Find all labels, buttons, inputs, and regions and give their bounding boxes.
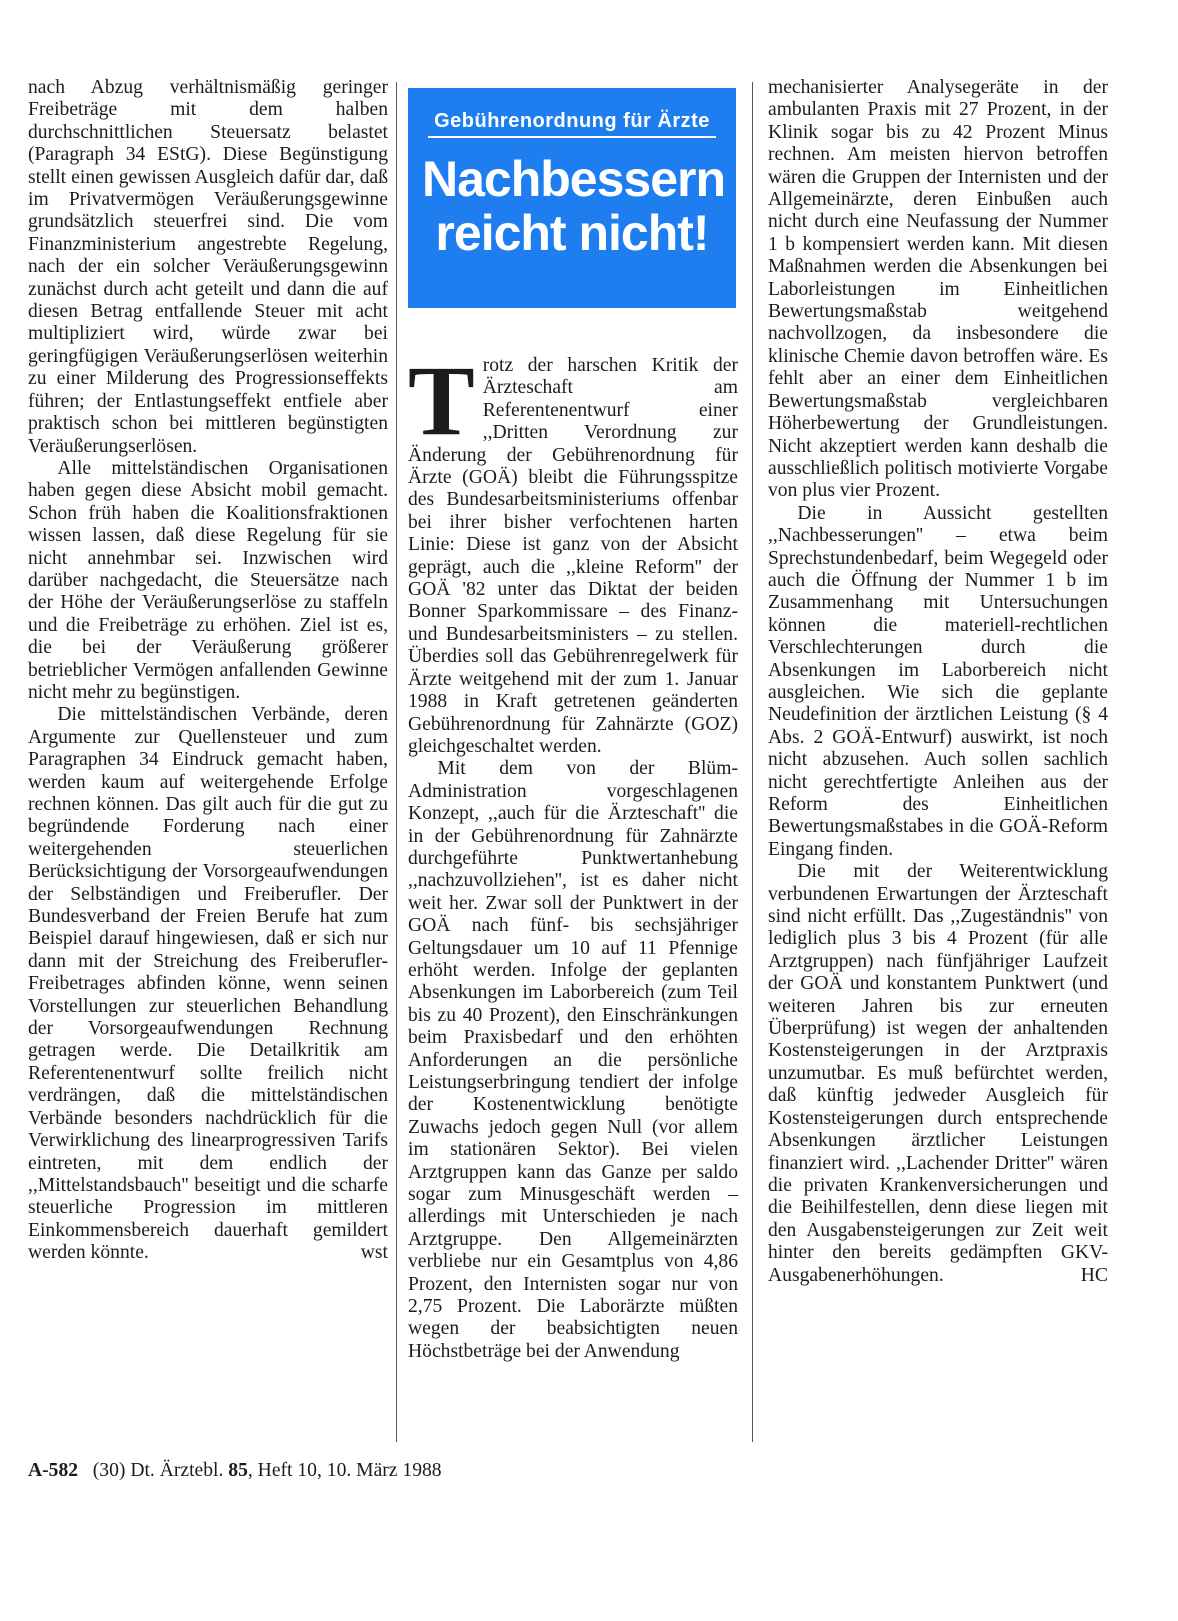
kicker: Gebührenordnung für Ärzte (434, 110, 710, 132)
issue-date: , Heft 10, 10. März 1988 (247, 1460, 442, 1481)
headline-line: Nachbessern (422, 151, 726, 208)
page-footer (28, 1460, 442, 1482)
paragraph-text: Die mit der Weiterentwicklung verbundenen Erwartungen der Ärzteschaft sind nicht erfüllt. Das ,,Zugeständnis'' von lediglich plus 3 bis 4 Prozent (für alle Arztgruppen) nach fünfjähriger Laufzeit der GOÄ und konstantem Punktwert (und weiteren Jahren bis zur erneuten Überprüfung) ist wegen der anhaltenden Kostensteigerungen in der Arztpraxis unzumutbar. Es muß befürchtet werden, daß künftig jedweder Ausgleich für Kostensteigerungen durch entsprechende Absenkungen ärztlicher Leistungen finanziert wird. ,,Lachender Dritter'' wären die privaten Krankenversicherungen und die Beihilfestellen, denn diese liegen mit den Ausgabensteigerungen zur Zeit weit hinter den bereits gedämpften GKV-Ausgabenerhöhungen. (768, 861, 1108, 1286)
article-column-3 (768, 77, 1108, 1287)
article-column-1 (28, 77, 388, 1265)
headline-box (408, 88, 736, 308)
drop-cap: T (408, 345, 475, 456)
paragraph: Mit dem von der Blüm-Administration vorgeschlagenen Konzept, ,,auch für die Ärzteschaft'' die in der Gebührenordnung für Zahnärzte durchgeführte Punktwertanhebung ,,nachzuvollziehen'', ist es daher nicht weit her. Zwar soll der Punktwert in der GOÄ nach fünf- bis sechsjähriger Geltungsdauer um 10 auf 11 Pfennige erhöht werden. Infolge der geplanten Absenkungen im Laborbereich (zum Teil bis zu 40 Prozent), den Einschränkungen beim Praxisbedarf und den erhöhten Anforderungen an die persönliche Leistungserbringung tendiert der infolge der Kostenentwicklung benötigte Zuwachs jedoch gegen Null (vor allem im stationären Sektor). Bei vielen Arztgruppen kann das Ganze per saldo sogar zum Minusgeschäft werden – allerdings mit Unterschieden je nach Arztgruppe. Den Allgemeinärzten verbliebe nur ein Gesamtplus von 4,86 Prozent, den Internisten sogar nur von 2,75 Prozent. Die Laborärzte müßten wegen der beabsichtigten neuen Höchstbeträge bei der Anwendung (408, 758, 738, 1362)
paragraph-text: Die mittelständischen Verbände, deren Argumente zur Quellensteuer und zum Paragraphen 34 Eindruck gemacht haben, werden kaum auf weitergehende Erfolge rechnen können. Das gilt auch für die gut zu begründende Forderung nach einer weitergehenden steuerlichen Berücksichtigung der Vorsorgeaufwendungen der Selbständigen und Freiberufler. Der Bundesverband der Freien Berufe hat zum Beispiel darauf hingewiesen, daß er sich nur dann mit der Streichung des Freiberufler-Freibetrages abfinden könne, wenn seinen Vorstellungen zur steuerlichen Behandlung der Vorsorgeaufwendungen Rechnung getragen werde. Die Detailkritik am Referentenentwurf sollte freilich nicht verdrängen, daß die mittelständischen Verbände besonders nachdrücklich für die Verwirklichung des linearprogressiven Tarifs eintreten, mit dem endlich der ,,Mittelstandsbauch'' beseitigt und die scharfe steuerliche Progression im mittleren Einkommensbereich dauerhaft gemildert werden könnte. (28, 704, 388, 1264)
paragraph: mechanisierter Analysegeräte in der ambulanten Praxis mit 27 Prozent, in der Klinik sogar bis zu 42 Prozent Minus rechnen. Am meisten hiervon betroffen wären die Gruppen der Internisten und der Allgemeinärzte, deren Einbußen auch nicht durch eine Neufassung der Nummer 1 b kompensiert werden kann. Mit diesen Maßnahmen werden die Absenkungen bei Laborleistungen im Einheitlichen Bewertungsmaßstab weitgehend nachvollzogen, da insbesondere die klinische Chemie davon betroffen wäre. Es fehlt aber an einer dem Einheitlichen Bewertungsmaßstab vergleichbaren Höherbewertung der Grundleistungen. Nicht akzeptiert werden kann deshalb die ausschließlich politisch motivierte Vorgabe von plus vier Prozent. (768, 77, 1108, 502)
paragraph (408, 345, 738, 758)
paragraph: Alle mittelständischen Organisationen haben gegen diese Absicht mobil gemacht. Schon früh haben die Koalitionsfraktionen wissen lassen, daß diese Regelung für sie nicht annehmbar sei. Inzwischen wird darüber nachgedacht, die Steuersätze nach der Höhe der Veräußerungserlöse zu staffeln und die Freibeträge zu erhöhen. Ziel ist es, die bei der Veräußerung größerer betrieblicher Vermögen anfallenden Gewinne nicht mehr zu begünstigen. (28, 457, 388, 703)
headline-line: reicht nicht! (435, 205, 709, 262)
article-body (408, 345, 738, 1363)
paragraph: Die in Aussicht gestellten ,,Nachbesserungen'' – etwa beim Sprechstundenbedarf, beim Wegegeld oder auch die Öffnung der Nummer 1 b im Zusammenhang mit Untersuchungen können die materiell-rechtlichen Verschlechterungen durch die Absenkungen im Laborbereich nicht ausgleichen. Wie sich die geplante Neudefinition der ärztlichen Leistung (§ 4 Abs. 2 GOÄ-Entwurf) auswirkt, ist noch nicht abzusehen. Auch sollen sachlich nicht gerechtfertigte Anleihen aus der Reform des Einheitlichen Bewertungsmaßstabes in die GOÄ-Reform Eingang finden. (768, 502, 1108, 860)
author-signature: wst (360, 1242, 388, 1264)
headline (422, 151, 726, 262)
paragraph (28, 704, 388, 1264)
journal-name: (30) Dt. Ärztebl. (92, 1460, 224, 1481)
author-signature: HC (1080, 1264, 1108, 1286)
page-number: A-582 (28, 1460, 79, 1481)
column-divider (396, 82, 397, 1442)
kicker-underline (428, 136, 716, 138)
column-divider (752, 82, 753, 1442)
paragraph (768, 861, 1108, 1287)
volume-number: 85 (228, 1460, 248, 1481)
paragraph-text: rotz der harschen Kritik der Ärzteschaft am Referentenentwurf einer ,,Dritten Verordnung zur Änderung der Gebührenordnung für Ärzte (GOÄ) bleibt die Führungsspitze des Bundesarbeitsministeriums offenbar bei ihrer bisher verfochtenen harten Linie: Diese ist ganz von der Absicht geprägt, auch die ,,kleine Reform'' der GOÄ '82 unter das Diktat der beiden Bonner Sparkommissare – des Finanz- und Bundesarbeitsministers – zu stellen. Überdies soll das Gebührenregelwerk für Ärzte weitgehend mit der zum 1. Januar 1988 in Kraft getretenen geänderten Gebührenordnung für Zahnärzte (GOZ) gleichgeschaltet werden. (408, 355, 738, 757)
paragraph: nach Abzug verhältnismäßig geringer Freibeträge mit dem halben durchschnittlichen Steuersatz belastet (Paragraph 34 EStG). Diese Begünstigung stellt einen gewissen Ausgleich dafür dar, daß im Privatvermögen Veräußerungsgewinne grundsätzlich steuerfrei sind. Die vom Finanzministerium angestrebte Regelung, nach der ein solcher Veräußerungsgewinn zunächst durch acht geteilt und dann die auf diesen Betrag entfallende Steuer mit acht multipliziert wird, würde zwar bei geringfügigen Veräußerungserlösen weiterhin zu einer Milderung des Progressionseffekts führen; der Entlastungseffekt entfiele aber praktisch schon bei mittleren begünstigten Veräußerungserlösen. (28, 77, 388, 457)
